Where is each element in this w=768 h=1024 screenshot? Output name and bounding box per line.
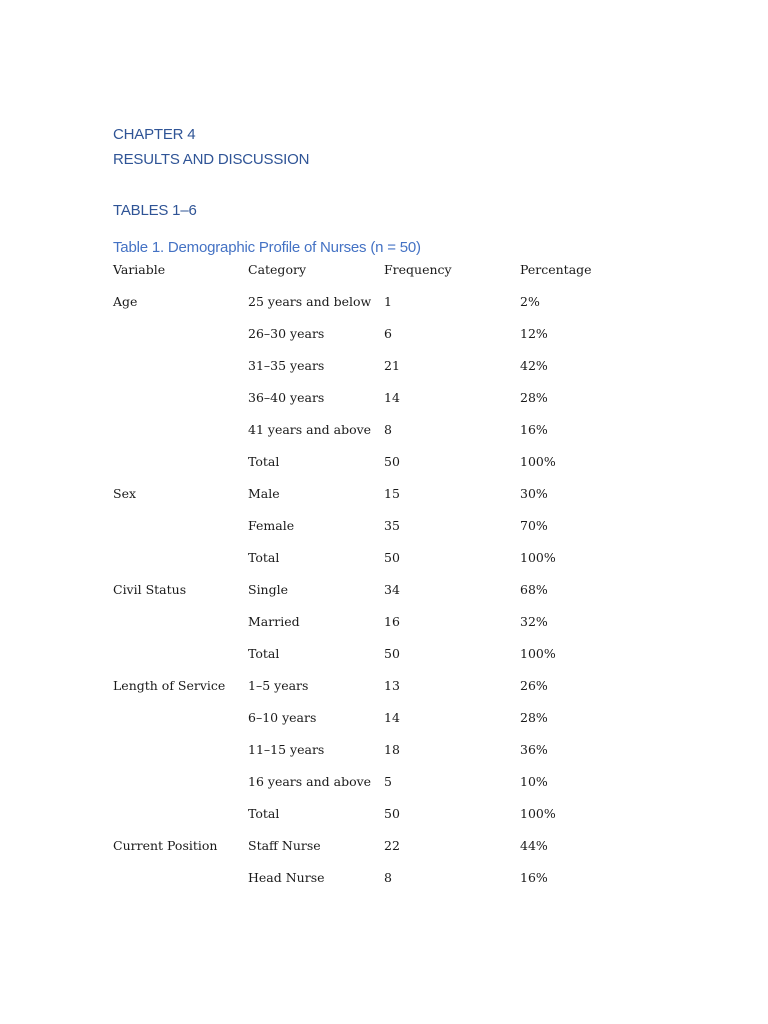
- cell-frequency: 50: [384, 550, 400, 565]
- demographic-table: [113, 262, 653, 902]
- cell-frequency: 18: [384, 742, 400, 757]
- cell-frequency: 50: [384, 646, 400, 661]
- cell-percentage: 2%: [520, 294, 540, 309]
- table-row: [113, 774, 653, 806]
- cell-category: Total: [248, 454, 280, 469]
- cell-percentage: 70%: [520, 518, 548, 533]
- column-header-category: Category: [248, 262, 307, 277]
- cell-variable: Civil Status: [113, 582, 187, 597]
- cell-frequency: 14: [384, 390, 400, 405]
- cell-frequency: 21: [384, 358, 400, 373]
- cell-category: Single: [248, 582, 289, 597]
- cell-percentage: 100%: [520, 454, 556, 469]
- table-row: [113, 518, 653, 550]
- table-header-row: [113, 262, 653, 294]
- cell-category: Married: [248, 614, 300, 629]
- cell-frequency: 13: [384, 678, 400, 693]
- table-row: [113, 454, 653, 486]
- cell-frequency: 22: [384, 838, 400, 853]
- cell-percentage: 100%: [520, 806, 556, 821]
- table-row: [113, 710, 653, 742]
- cell-frequency: 8: [384, 870, 392, 885]
- cell-percentage: 36%: [520, 742, 548, 757]
- table-row: [113, 870, 653, 902]
- cell-frequency: 8: [384, 422, 392, 437]
- cell-category: 11–15 years: [248, 742, 325, 757]
- table-row: [113, 838, 653, 870]
- table-row: [113, 390, 653, 422]
- cell-percentage: 10%: [520, 774, 548, 789]
- column-header-variable: Variable: [113, 262, 166, 277]
- cell-category: 31–35 years: [248, 358, 325, 373]
- cell-percentage: 100%: [520, 550, 556, 565]
- cell-frequency: 16: [384, 614, 400, 629]
- cell-category: 36–40 years: [248, 390, 325, 405]
- chapter-heading: CHAPTER 4: [113, 126, 196, 143]
- cell-percentage: 100%: [520, 646, 556, 661]
- cell-category: Total: [248, 550, 280, 565]
- cell-percentage: 16%: [520, 422, 548, 437]
- cell-category: 41 years and above: [248, 422, 372, 437]
- cell-frequency: 50: [384, 806, 400, 821]
- table-row: [113, 358, 653, 390]
- cell-frequency: 6: [384, 326, 392, 341]
- subsection-title: TABLES 1–6: [113, 202, 197, 219]
- cell-frequency: 1: [384, 294, 392, 309]
- section-title: RESULTS AND DISCUSSION: [113, 151, 310, 168]
- cell-percentage: 32%: [520, 614, 548, 629]
- table-row: [113, 294, 653, 326]
- cell-frequency: 15: [384, 486, 400, 501]
- table-row: [113, 550, 653, 582]
- cell-category: Male: [248, 486, 280, 501]
- table-row: [113, 486, 653, 518]
- cell-category: 1–5 years: [248, 678, 309, 693]
- cell-category: 6–10 years: [248, 710, 317, 725]
- cell-percentage: 12%: [520, 326, 548, 341]
- cell-frequency: 34: [384, 582, 400, 597]
- cell-variable: Length of Service: [113, 678, 226, 693]
- cell-percentage: 68%: [520, 582, 548, 597]
- cell-category: 16 years and above: [248, 774, 372, 789]
- table-row: [113, 614, 653, 646]
- cell-category: Staff Nurse: [248, 838, 321, 853]
- table-row: [113, 646, 653, 678]
- cell-percentage: 42%: [520, 358, 548, 373]
- cell-frequency: 50: [384, 454, 400, 469]
- cell-percentage: 26%: [520, 678, 548, 693]
- table-body: [113, 294, 653, 902]
- table-row: [113, 806, 653, 838]
- cell-variable: Current Position: [113, 838, 218, 853]
- cell-category: Female: [248, 518, 295, 533]
- table-row: [113, 582, 653, 614]
- table-row: [113, 422, 653, 454]
- column-header-frequency: Frequency: [384, 262, 452, 277]
- cell-category: Total: [248, 806, 280, 821]
- cell-category: Head Nurse: [248, 870, 325, 885]
- cell-variable: Age: [113, 294, 138, 309]
- table-row: [113, 678, 653, 710]
- cell-frequency: 14: [384, 710, 400, 725]
- cell-category: Total: [248, 646, 280, 661]
- cell-frequency: 35: [384, 518, 400, 533]
- cell-percentage: 44%: [520, 838, 548, 853]
- cell-percentage: 28%: [520, 710, 548, 725]
- table-row: [113, 742, 653, 774]
- table-row: [113, 326, 653, 358]
- cell-percentage: 16%: [520, 870, 548, 885]
- table-caption: Table 1. Demographic Profile of Nurses (n = 50): [113, 239, 421, 256]
- cell-category: 26–30 years: [248, 326, 325, 341]
- cell-percentage: 30%: [520, 486, 548, 501]
- cell-percentage: 28%: [520, 390, 548, 405]
- cell-frequency: 5: [384, 774, 392, 789]
- column-header-percentage: Percentage: [520, 262, 592, 277]
- cell-category: 25 years and below: [248, 294, 372, 309]
- cell-variable: Sex: [113, 486, 137, 501]
